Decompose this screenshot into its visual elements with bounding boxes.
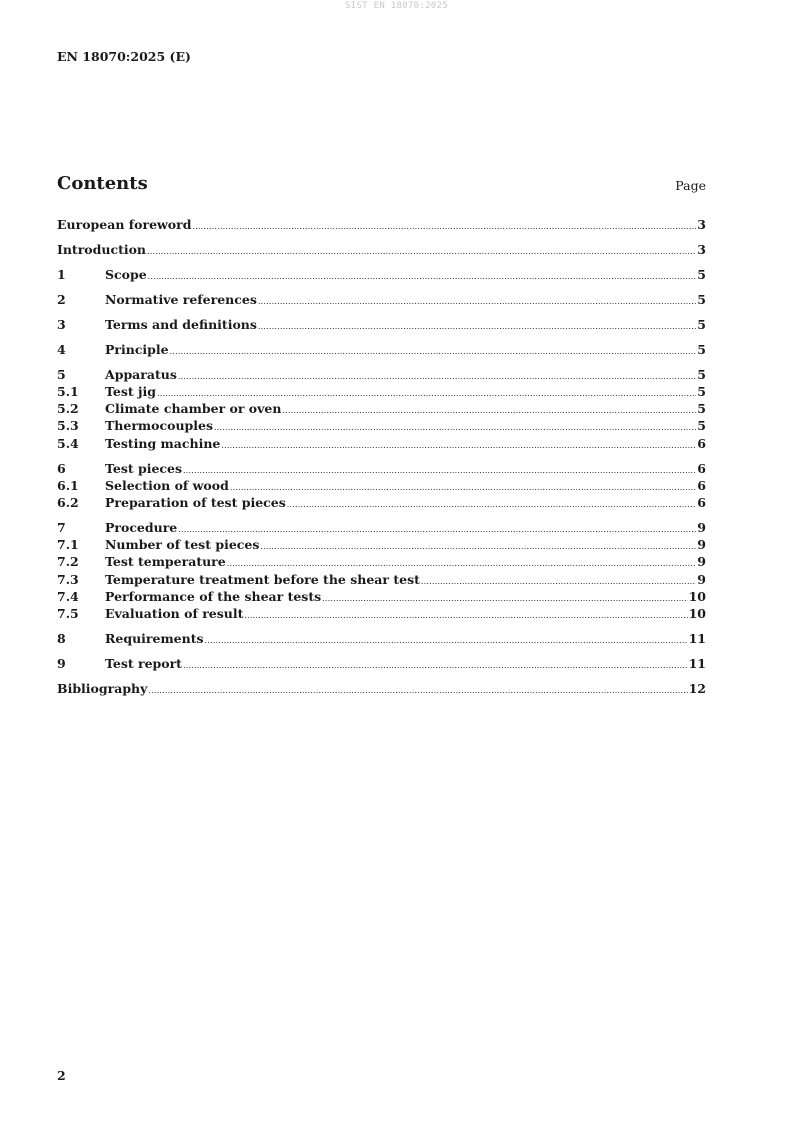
toc-dot-leader [148,268,697,285]
toc-dot-leader [260,538,696,555]
toc-entry[interactable] [57,680,706,697]
toc-dot-leader [192,218,696,235]
toc-entry-page[interactable]: 5 [697,384,706,400]
toc-entry[interactable] [57,400,706,417]
toc-entry[interactable] [57,316,706,333]
toc-entry-page[interactable]: 11 [688,630,706,646]
toc-entry-label[interactable]: Performance of the shear tests [105,588,322,604]
toc-entry-number: 7.4 [57,588,79,604]
toc-entry-label[interactable]: Terms and definitions [105,316,257,332]
toc-entry-number: 7.5 [57,605,79,621]
toc-entry-page[interactable]: 9 [697,537,706,553]
toc-entry-label[interactable]: Apparatus [105,366,177,382]
toc-entry-label[interactable]: Procedure [105,520,178,535]
toc-entry-number: 9 [57,655,66,671]
toc-entry[interactable] [57,417,706,434]
toc-entry[interactable] [57,477,706,494]
toc-entry-page[interactable]: 5 [697,366,706,382]
toc-entry-label[interactable]: Test temperature [105,554,226,570]
toc-dot-leader [258,293,696,310]
toc-entry-page[interactable]: 5 [697,316,706,332]
toc-entry-label[interactable]: Scope [105,266,147,282]
toc-entry-page[interactable]: 6 [697,460,706,476]
watermark: SIST EN 18070:2025 [345,1,448,11]
toc-entry[interactable] [57,460,706,477]
toc-entry[interactable] [57,519,706,536]
toc-entry[interactable] [57,435,706,452]
toc-entry-number: 3 [57,316,66,332]
toc-entry-page[interactable]: 11 [688,655,706,671]
toc-entry-label[interactable]: Normative references [105,291,257,307]
toc-entry-label[interactable]: Selection of wood [105,477,229,493]
toc-entry-page[interactable]: 10 [688,605,706,621]
toc-entry[interactable] [57,383,706,400]
toc-dot-leader [205,632,688,649]
toc-dot-leader [287,496,697,513]
toc-entry[interactable] [57,655,706,672]
toc-dot-leader [421,573,696,590]
toc-entry-number: 6 [57,460,66,476]
toc-entry-number: 1 [57,266,66,282]
toc-entry-page[interactable]: 12 [688,680,706,696]
toc-entry[interactable] [57,241,706,258]
page-number: 2 [57,1068,66,1083]
toc-dot-leader [170,343,697,360]
page-column-label: Page [675,178,706,193]
toc-entry-number: 6.1 [57,477,79,493]
toc-entry-page[interactable]: 6 [697,435,706,451]
toc-entry[interactable] [57,571,706,588]
toc-entry-label[interactable]: Test jig [105,384,156,400]
toc-entry-page[interactable]: 6 [697,495,706,511]
toc-dot-leader [214,419,696,436]
toc-dot-leader [148,682,687,699]
toc-entry-label[interactable]: Requirements [105,630,204,646]
toc-entry-number: 7 [57,520,66,535]
toc-entry-page[interactable]: 3 [697,241,706,257]
toc-entry[interactable] [57,605,706,622]
toc-dot-leader [244,607,687,624]
toc-entry[interactable] [57,341,706,358]
toc-entry[interactable] [57,536,706,553]
toc-entry-label[interactable]: Thermocouples [105,418,214,434]
toc-entry-number: 5.1 [57,384,79,400]
toc-entry-page[interactable]: 5 [697,291,706,307]
toc-dot-leader [221,437,696,454]
toc-entry-label[interactable]: Test report [105,655,182,671]
toc-entry-label[interactable]: Preparation of test pieces [105,495,286,511]
toc-entry[interactable] [57,216,706,233]
toc-entry-page[interactable]: 5 [697,401,706,417]
toc-entry-number: 7.2 [57,554,79,570]
toc-entry-number: 5.3 [57,418,79,434]
toc-entry-label[interactable]: Temperature treatment before the shear test [105,571,420,587]
toc-entry-label[interactable]: Number of test pieces [105,537,260,553]
toc-entry[interactable] [57,291,706,308]
toc-entry[interactable] [57,266,706,283]
toc-entry[interactable] [57,630,706,647]
toc-entry-page[interactable]: 9 [697,571,706,587]
toc-entry-page[interactable]: 5 [697,266,706,282]
toc-entry[interactable] [57,588,706,605]
toc-entry-page[interactable]: 9 [697,554,706,570]
toc-entry-label[interactable]: Bibliography [57,680,148,696]
toc-entry-page[interactable]: 5 [697,418,706,434]
toc-entry-label[interactable]: Principle [105,341,169,357]
toc-entry-number: 2 [57,291,66,307]
toc-dot-leader [178,368,696,385]
toc-entry-number: 7.3 [57,571,79,587]
toc-dot-leader [258,318,696,335]
toc-entry-page[interactable]: 3 [697,217,706,232]
toc-dot-leader [282,402,696,419]
toc-entry-page[interactable]: 10 [688,588,706,604]
toc-entry-number: 5.4 [57,435,79,451]
toc-entry[interactable] [57,553,706,570]
toc-entry-label[interactable]: Climate chamber or oven [105,401,282,417]
toc-entry-number: 5 [57,366,66,382]
toc-entry[interactable] [57,366,706,383]
toc-entry-label[interactable]: Introduction [57,241,147,257]
toc-entry-label[interactable]: Testing machine [105,435,221,451]
toc-entry-page[interactable]: 5 [697,341,706,357]
toc-entry-page[interactable]: 6 [697,477,706,493]
toc-entry-number: 5.2 [57,401,79,417]
toc-entry-number: 7.1 [57,537,79,553]
document-id-header: EN 18070:2025 (E) [57,49,191,64]
contents-title: Contents [57,173,148,194]
toc-dot-leader [183,462,696,479]
toc-entry-number: 6.2 [57,495,79,511]
toc-dot-leader [147,243,696,260]
toc-entry-label[interactable]: European foreword [57,217,192,232]
toc-dot-leader [322,590,687,607]
table-of-contents [57,216,706,697]
toc-dot-leader [183,657,688,674]
toc-dot-leader [230,479,696,496]
toc-entry-page[interactable]: 9 [697,520,706,535]
toc-entry-label[interactable]: Test pieces [105,460,183,476]
toc-entry-label[interactable]: Evaluation of result [105,605,244,621]
toc-entry-number: 4 [57,341,66,357]
toc-entry[interactable] [57,494,706,511]
toc-entry-number: 8 [57,630,66,646]
